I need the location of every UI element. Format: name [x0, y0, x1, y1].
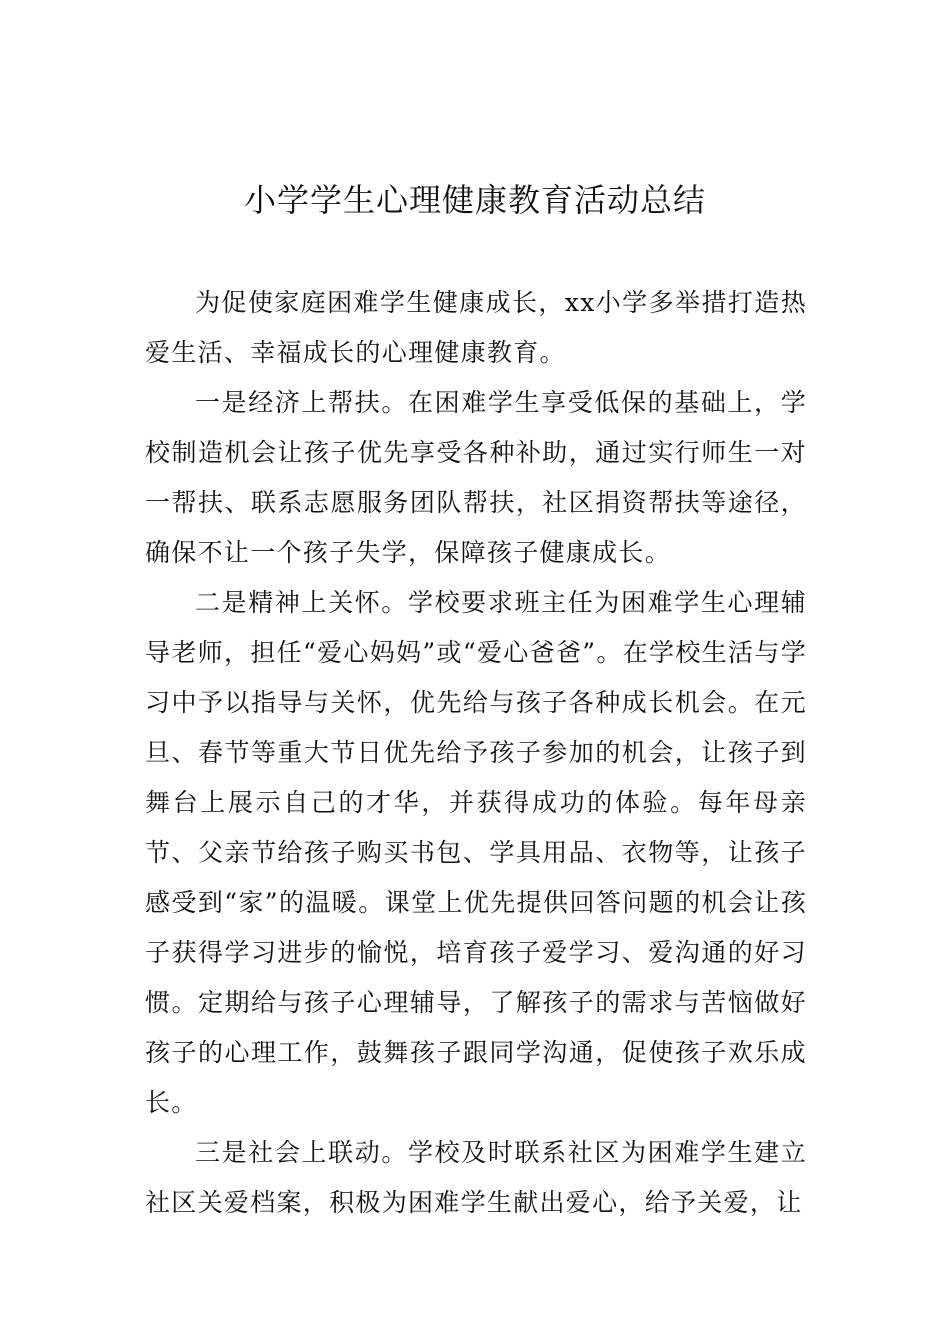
document-body — [145, 278, 807, 1228]
paragraph-spiritual-care: 二是精神上关怀。学校要求班主任为困难学生心理辅导老师，担任“爱心妈妈”或“爱心爸爸”。在学校生活与学习中予以指导与关怀，优先给与孩子各种成长机会。在元旦、春节等重大节日优先给予孩子参加的机会，让孩子到舞台上展示自己的才华，并获得成功的体验。每年母亲节、父亲节给孩子购买书包、学具用品、衣物等，让孩子感受到“家”的温暖。课堂上优先提供回答问题的机会让孩子获得学习进步的愉悦，培育孩子爱学习、爱沟通的好习惯。定期给与孩子心理辅导，了解孩子的需求与苦恼做好孩子的心理工作，鼓舞孩子跟同学沟通，促使孩子欢乐成长。 — [145, 588, 807, 1117]
paragraph-intro: 为促使家庭困难学生健康成长，xx小学多举措打造热爱生活、幸福成长的心理健康教育。 — [145, 288, 807, 367]
paragraph-economic-support: 一是经济上帮扶。在困难学生享受低保的基础上，学校制造机会让孩子优先享受各种补助，通过实行师生一对一帮扶、联系志愿服务团队帮扶，社区捐资帮扶等途径，确保不让一个孩子失学，保障孩子健康成长。 — [145, 388, 807, 567]
document-title: 小学学生心理健康教育活动总结 — [243, 181, 706, 219]
paragraph-social-linkage: 三是社会上联动。学校及时联系社区为困难学生建立社区关爱档案，积极为困难学生献出爱心，给予关爱，让 — [145, 1138, 807, 1217]
